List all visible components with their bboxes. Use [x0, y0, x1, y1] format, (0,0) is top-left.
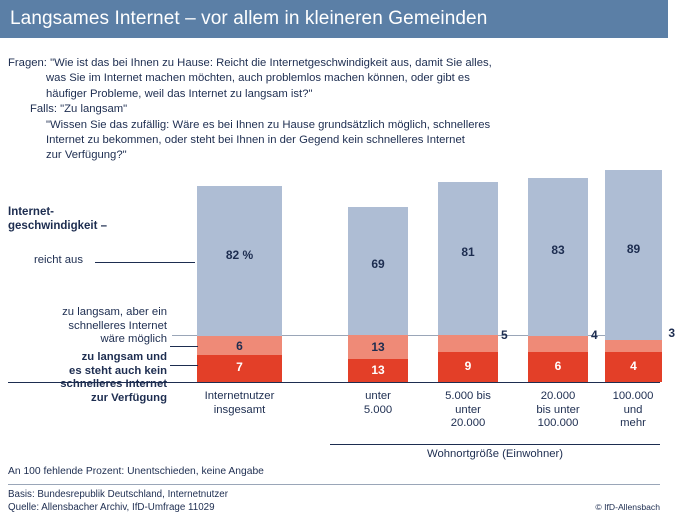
legend-heading — [8, 205, 107, 233]
bar-segment-reicht-aus — [348, 207, 408, 335]
bar-segment-reicht-aus — [438, 182, 498, 335]
axis-title: Wohnortgröße (Einwohner) — [427, 448, 564, 460]
legend-label-langsam-kein-line-3: schnelleres Internet — [60, 378, 167, 391]
footer-copyright: © IfD-Allensbach — [595, 502, 660, 512]
bar-value-langsam-kein: 13 — [371, 363, 385, 377]
question-prefix: Fragen: — [8, 57, 47, 69]
bar-value-langsam-moeglich: 6 — [236, 339, 243, 353]
bar-segment-langsam-moeglich — [197, 336, 282, 355]
category-line: 20.000 — [540, 390, 576, 402]
category-label-internetnutzer-insgesamt — [172, 390, 307, 417]
question-falls: Falls: "Zu langsam" — [30, 103, 128, 116]
category-label-100000-und-mehr — [598, 390, 668, 431]
category-line: 100.000 — [612, 390, 654, 402]
bar-value-langsam-moeglich-label: 4 — [630, 359, 637, 373]
footnote: An 100 fehlende Prozent: Unentschieden, keine Angabe — [8, 466, 264, 477]
question-line-4: "Wissen Sie das zufällig: Wäre es bei Ihnen zu Hause grundsätzlich möglich, schnelleres — [46, 118, 491, 131]
legend-label-langsam-kein-line-4: zur Verfügung — [91, 391, 167, 404]
leader-line-langsam-kein — [170, 365, 198, 366]
bar-value-langsam-kein: 3 — [668, 326, 675, 340]
bar-value-langsam-kein: 5 — [501, 328, 508, 342]
category-line: insgesamt — [213, 403, 266, 416]
legend-label-langsam-moeglich — [22, 306, 167, 347]
category-line: 20.000 — [450, 417, 486, 430]
bar-segment-langsam-kein — [438, 352, 498, 382]
legend-label-langsam-moeglich-line-2: schnelleres Internet — [68, 319, 167, 332]
category-label-5000-bis-unter-20000 — [428, 390, 508, 431]
bar-segment-reicht-aus — [528, 178, 588, 336]
question-line-2: was Sie im Internet machen möchten, auch problemlos machen können, oder gibt es — [46, 72, 470, 85]
leader-line-langsam-moeglich — [170, 346, 198, 347]
legend-label-langsam-kein — [10, 351, 167, 405]
footer-basis: Basis: Bundesrepublik Deutschland, Internetnutzer — [8, 489, 229, 500]
footer-divider — [8, 484, 660, 485]
bar-segment-reicht-aus — [605, 170, 662, 340]
question-line-1: "Wie ist das bei Ihnen zu Hause: Reicht die Internetgeschwindigkeit aus, damit Sie alles, — [50, 57, 492, 69]
category-line: mehr — [620, 417, 646, 430]
category-line: bis unter — [536, 403, 580, 416]
bar-group-20000-bis-unter-100000 — [528, 178, 598, 382]
page-title: Langsames Internet – vor allem in kleineren Gemeinden — [10, 8, 488, 29]
bar-value-langsam-kein: 4 — [591, 328, 598, 342]
bar-segment-langsam-kein — [605, 352, 662, 382]
question-line-3: häufiger Probleme, weil das Internet zu langsam ist?" — [46, 87, 313, 100]
bar-value-langsam-kein: 7 — [236, 360, 243, 374]
category-line: unter — [455, 403, 481, 416]
group-rule — [330, 444, 660, 445]
bar-segment-langsam-moeglich — [438, 335, 498, 352]
legend-label-langsam-kein-line-1: zu langsam und — [81, 351, 167, 363]
bar-group-unter-5000 — [348, 207, 408, 382]
bar-value-langsam-moeglich-label: 6 — [554, 359, 562, 373]
legend-label-langsam-moeglich-line-1: zu langsam, aber ein — [62, 306, 167, 318]
category-line: 100.000 — [537, 417, 579, 430]
bar-value-langsam-moeglich: 13 — [371, 340, 385, 354]
bar-segment-langsam-moeglich — [348, 335, 408, 359]
question-line-5: Internet zu bekommen, oder steht bei Ihnen in der Gegend kein schnelleres Internet — [46, 134, 465, 147]
bar-group-100000-und-mehr — [605, 170, 675, 382]
bar-value-reicht-aus: 83 — [551, 243, 565, 257]
bar-value-reicht-aus: 82 % — [225, 248, 254, 262]
bar-segment-langsam-moeglich — [605, 340, 662, 352]
category-line: 5.000 — [363, 403, 393, 416]
bar-group-5000-bis-unter-20000 — [438, 182, 508, 382]
category-line: und — [623, 403, 643, 416]
category-line: unter — [365, 390, 391, 402]
bar-value-reicht-aus: 89 — [626, 242, 641, 256]
bar-segment-langsam-kein — [197, 355, 282, 382]
category-line: Internetnutzer — [204, 390, 275, 402]
bar-value-reicht-aus: 69 — [371, 257, 385, 271]
legend-heading-line-2: geschwindigkeit – — [8, 220, 108, 232]
legend-label-reicht-aus: reicht aus — [34, 254, 83, 266]
category-line: 5.000 bis — [445, 390, 491, 402]
bar-value-langsam-moeglich-label: 9 — [464, 359, 472, 373]
footer-source: Quelle: Allensbacher Archiv, IfD-Umfrage 11029 — [8, 502, 215, 513]
leader-line-reicht-aus — [95, 262, 195, 263]
bar-group-internetnutzer-insgesamt — [197, 186, 282, 382]
question-line-6: zur Verfügung?" — [46, 149, 127, 162]
category-label-unter-5000 — [338, 390, 418, 417]
bar-segment-langsam-moeglich — [528, 336, 588, 352]
bar-segment-langsam-kein — [528, 352, 588, 382]
category-label-20000-bis-unter-100000 — [518, 390, 598, 431]
bar-value-reicht-aus: 81 — [461, 245, 475, 259]
legend-heading-line-1: Internet- — [8, 206, 54, 218]
legend-label-langsam-moeglich-line-3: wäre möglich — [100, 333, 167, 346]
bar-segment-langsam-kein — [348, 359, 408, 382]
legend-label-langsam-kein-line-2: es steht auch kein — [69, 364, 167, 377]
bar-segment-reicht-aus — [197, 186, 282, 336]
